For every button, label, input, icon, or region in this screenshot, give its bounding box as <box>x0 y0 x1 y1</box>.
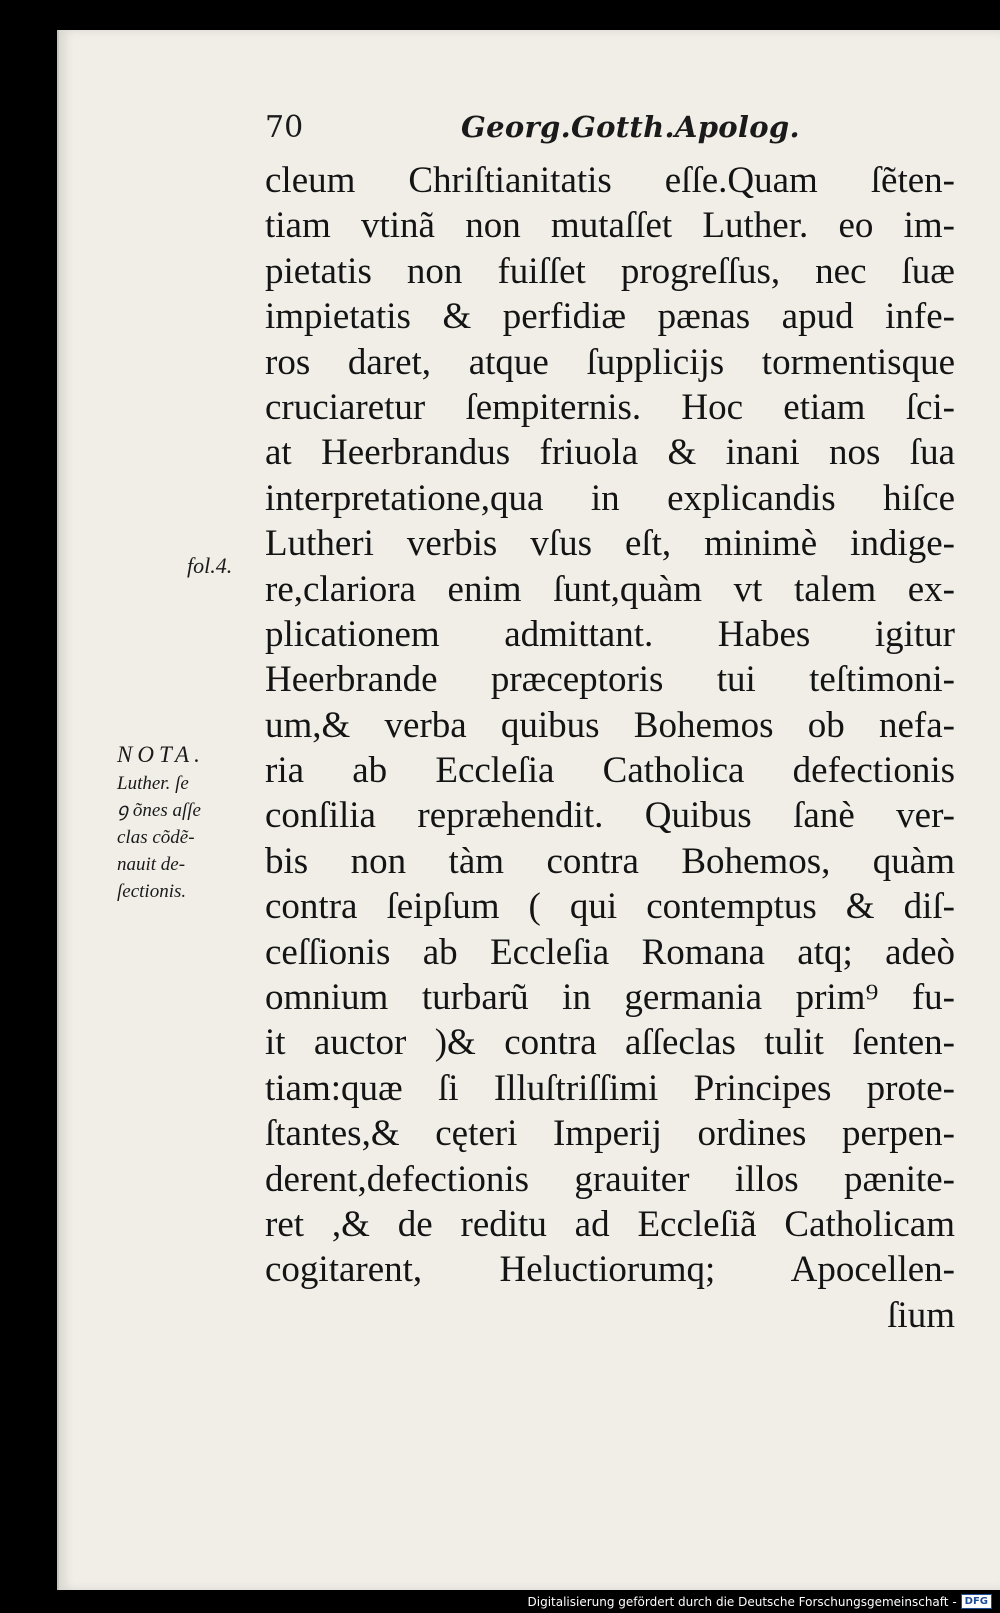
margin-note-line: ſectionis. <box>117 881 187 902</box>
text-line: plicationem admittant. Habes igitur <box>265 613 955 655</box>
digitization-credit <box>528 1594 993 1609</box>
credit-text: Digitalisierung gefördert durch die Deutsche Forschungsgemeinschaft - <box>527 1594 957 1609</box>
page-number: 70 <box>265 110 304 145</box>
margin-note-title: NOTA. <box>117 742 205 767</box>
text-line: um,& verba quibus Bohemos ob nefa- <box>265 704 955 746</box>
text-line: pietatis non fuiſſet progreſſus, nec ſuæ <box>265 250 955 292</box>
text-line: impietatis & perfidiæ pænas apud infe- <box>265 296 955 338</box>
margin-note-folio: fol.4. <box>187 553 233 578</box>
text-line: omnium turbarũ in germania prim⁹ fu- <box>265 977 955 1019</box>
text-line: re,clariora enim ſunt,quàm vt talem ex- <box>265 568 955 610</box>
body-text <box>265 158 955 1338</box>
running-head: Georg.Gotth.Apolog. <box>461 110 800 144</box>
text-line: tiam:quæ ſi Illuſtriſſimi Principes prote- <box>265 1067 955 1109</box>
text-line: cruciaretur ſempiternis. Hoc etiam ſci- <box>265 386 955 428</box>
text-line: at Heerbrandus friuola & inani nos ſua <box>265 432 955 474</box>
text-line: ria ab Eccleſia Catholica defectionis <box>265 750 955 792</box>
text-line: cleum Chriſtianitatis eſſe.Quam ſẽten- <box>265 160 955 201</box>
text-line: contra ſeipſum ( qui contemptus & diſ- <box>265 886 955 928</box>
text-line: Heerbrande præceptoris tui teſtimoni- <box>265 659 955 701</box>
margin-note-line: clas cõdẽ- <box>117 827 195 848</box>
text-line: ret ,& de reditu ad Eccleſiã Catholicam <box>265 1203 955 1245</box>
page-header <box>265 110 825 150</box>
text-line: derent,defectionis grauiter illos pænite- <box>265 1158 955 1200</box>
text-line: Lutheri verbis vſus eſt, minimè indige- <box>265 523 955 565</box>
text-line: ros daret, atque ſupplicijs tormentisque <box>265 341 955 383</box>
catchword: ſium <box>887 1294 955 1336</box>
text-line: it auctor )& contra aſſeclas tulit ſenten- <box>265 1022 955 1064</box>
text-line: conſilia repræhendit. Quibus ſanè ver- <box>265 795 955 837</box>
margin-note-nota <box>117 740 267 905</box>
margin-note-line: ꝯ õnes aſſe <box>117 800 201 821</box>
text-line: interpretatione,qua in explicandis hiſce <box>265 477 955 519</box>
text-line: bis non tàm contra Bohemos, quàm <box>265 840 955 882</box>
margin-note-line: Luther. ſe <box>117 773 189 794</box>
text-line: cogitarent, Heluctiorumq; Apocellen- <box>265 1249 955 1291</box>
dfg-logo: DFG <box>961 1594 992 1609</box>
margin-note-line: nauit de- <box>117 854 186 875</box>
text-line: ſtantes,& cęteri Imperij ordines perpen- <box>265 1113 955 1155</box>
text-line: ceſſionis ab Eccleſia Romana atq; adeò <box>265 931 955 973</box>
text-line: tiam vtinã non mutaſſet Luther. eo im- <box>265 205 955 247</box>
